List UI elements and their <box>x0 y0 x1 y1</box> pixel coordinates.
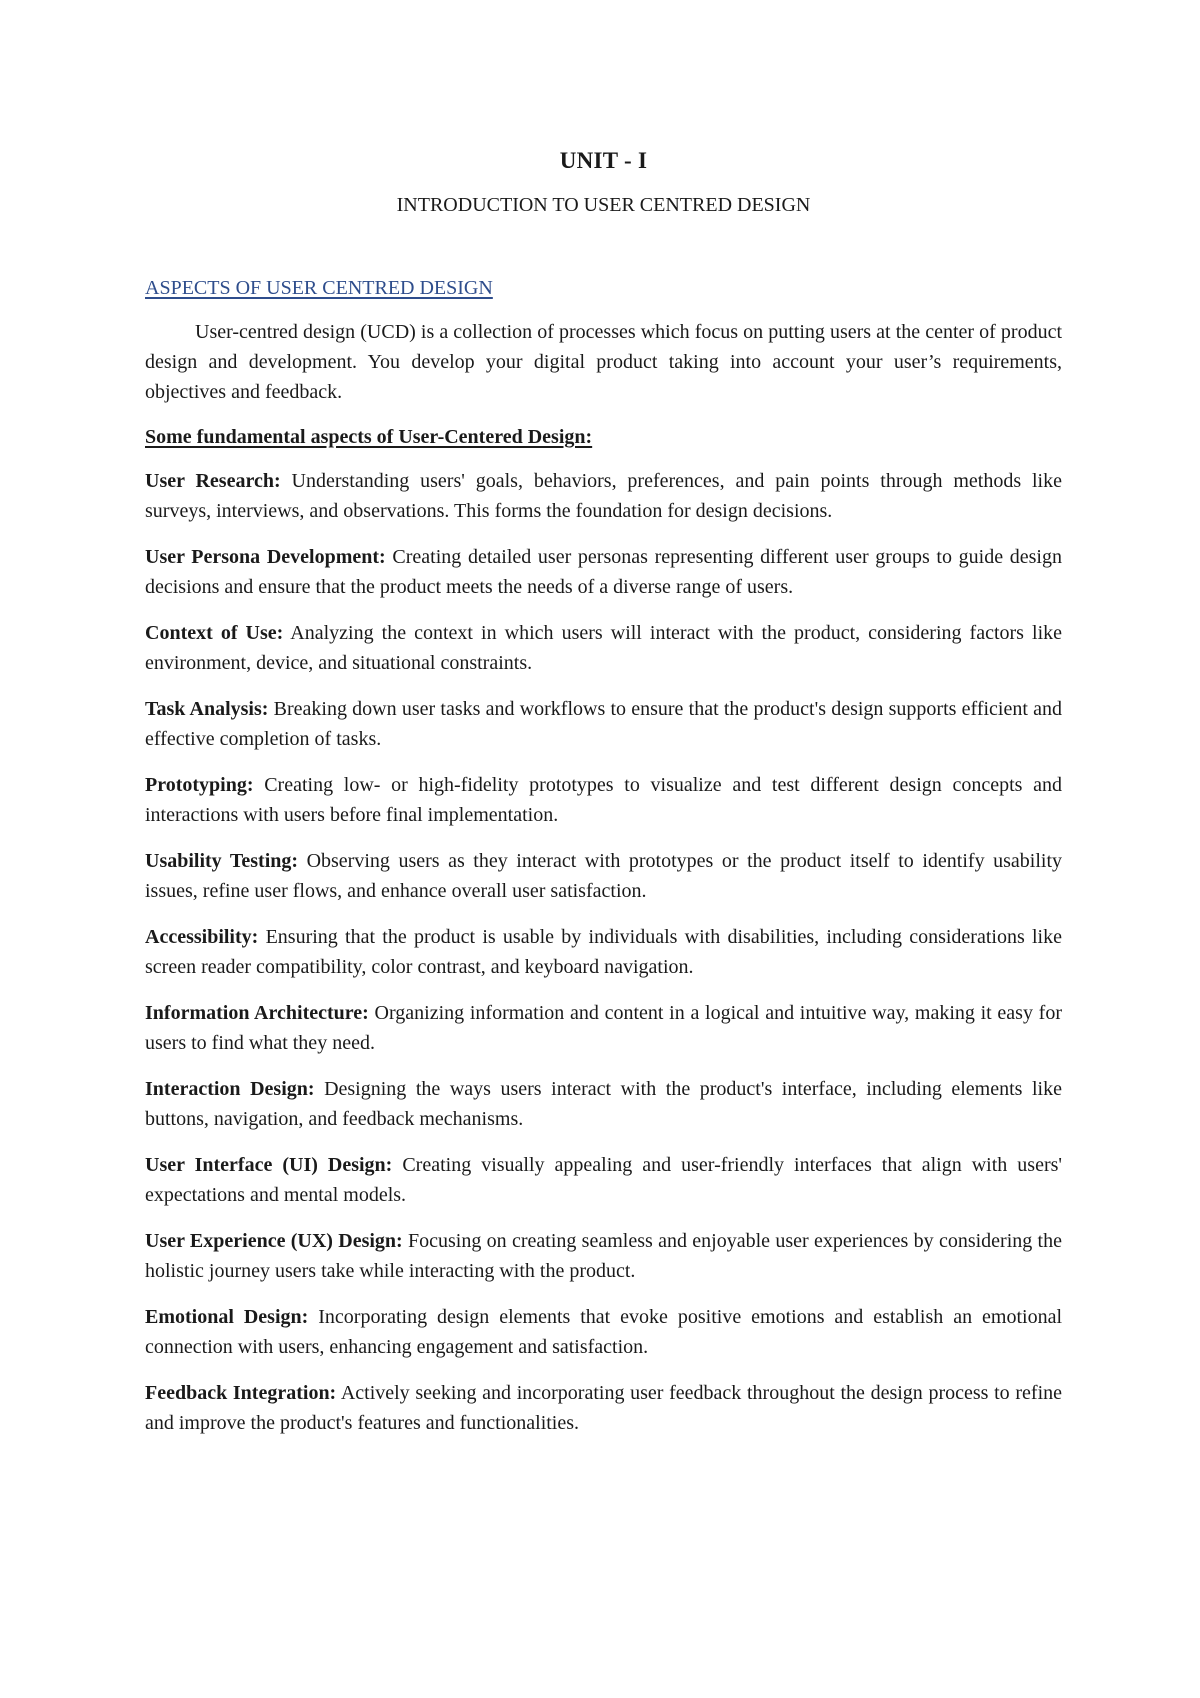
aspect-term: Task Analysis: <box>145 698 269 720</box>
aspect-text: Focusing on creating seamless and enjoyable user experiences by considering the holistic journey users take while interacting with the product. <box>145 1230 1062 1282</box>
aspect-text: Organizing information and content in a logical and intuitive way, making it easy for users to find what they need. <box>145 1002 1063 1054</box>
aspect-text: Creating visually appealing and user-friendly interfaces that align with users' expectations and mental models. <box>145 1154 1062 1206</box>
aspect-text: Creating detailed user personas representing different user groups to guide design decisions and ensure that the product meets the needs of a diverse range of users. <box>145 546 1062 598</box>
aspect-term: User Research: <box>145 470 281 492</box>
aspect-term: User Interface (UI) Design: <box>145 1154 393 1176</box>
aspect-text: Understanding users' goals, behaviors, preferences, and pain points through methods like surveys, interviews, and observations. This forms the foundation for design decisions. <box>145 470 1062 522</box>
aspect-usability-testing <box>145 846 1062 906</box>
aspect-text: Observing users as they interact with prototypes or the product itself to identify usability issues, refine user flows, and enhance overall user satisfaction. <box>145 850 1062 902</box>
aspect-user-persona-development <box>145 542 1062 602</box>
aspect-text: Ensuring that the product is usable by individuals with disabilities, including considerations like screen reader compatibility, color contrast, and keyboard navigation. <box>145 926 1062 978</box>
aspect-text: Analyzing the context in which users will interact with the product, considering factors like environment, device, and situational constraints. <box>145 622 1063 674</box>
unit-title: UNIT - I <box>559 148 648 173</box>
aspect-text: Actively seeking and incorporating user feedback throughout the design process to refine and improve the product's features and functionalities. <box>145 1382 1062 1434</box>
aspect-text: Breaking down user tasks and workflows to ensure that the product's design supports efficient and effective completion of tasks. <box>145 698 1062 750</box>
unit-subtitle: INTRODUCTION TO USER CENTRED DESIGN <box>396 194 811 216</box>
aspect-term: Emotional Design: <box>145 1306 309 1328</box>
aspect-term: Interaction Design: <box>145 1078 315 1100</box>
aspect-text: Creating low- or high-fidelity prototypes to visualize and test different design concepts and interactions with users before final implementation. <box>145 774 1062 826</box>
aspect-term: Context of Use: <box>145 622 284 644</box>
aspect-term: Information Architecture: <box>145 1002 369 1024</box>
aspect-term: Accessibility: <box>145 926 259 948</box>
aspect-text: Incorporating design elements that evoke positive emotions and establish an emotional connection with users, enhancing engagement and satisfaction. <box>145 1306 1063 1358</box>
aspect-interaction-design <box>145 1074 1062 1134</box>
aspect-emotional-design <box>145 1302 1062 1362</box>
aspect-context-of-use <box>145 618 1062 678</box>
intro-paragraph: User-centred design (UCD) is a collection of processes which focus on putting users at the center of product design and development. You develop your digital product taking into account your user’s requirements, objectives and feedback. <box>145 321 1062 403</box>
aspect-prototyping <box>145 770 1062 830</box>
aspect-information-architecture <box>145 998 1062 1058</box>
aspect-term: Feedback Integration: <box>145 1382 337 1404</box>
aspect-term: Usability Testing: <box>145 850 299 872</box>
aspect-feedback-integration <box>145 1378 1062 1438</box>
aspect-term: User Experience (UX) Design: <box>145 1230 403 1252</box>
aspect-ux-design <box>145 1226 1062 1286</box>
aspect-text: Designing the ways users interact with the product's interface, including elements like buttons, navigation, and feedback mechanisms. <box>145 1078 1062 1130</box>
aspect-accessibility <box>145 922 1062 982</box>
aspect-task-analysis <box>145 694 1062 754</box>
fundamentals-heading: Some fundamental aspects of User-Centered Design: <box>145 426 593 448</box>
aspect-term: User Persona Development: <box>145 546 386 568</box>
aspect-user-research <box>145 466 1062 526</box>
aspect-ui-design <box>145 1150 1062 1210</box>
section-heading: ASPECTS OF USER CENTRED DESIGN <box>145 277 493 299</box>
aspect-term: Prototyping: <box>145 774 254 796</box>
